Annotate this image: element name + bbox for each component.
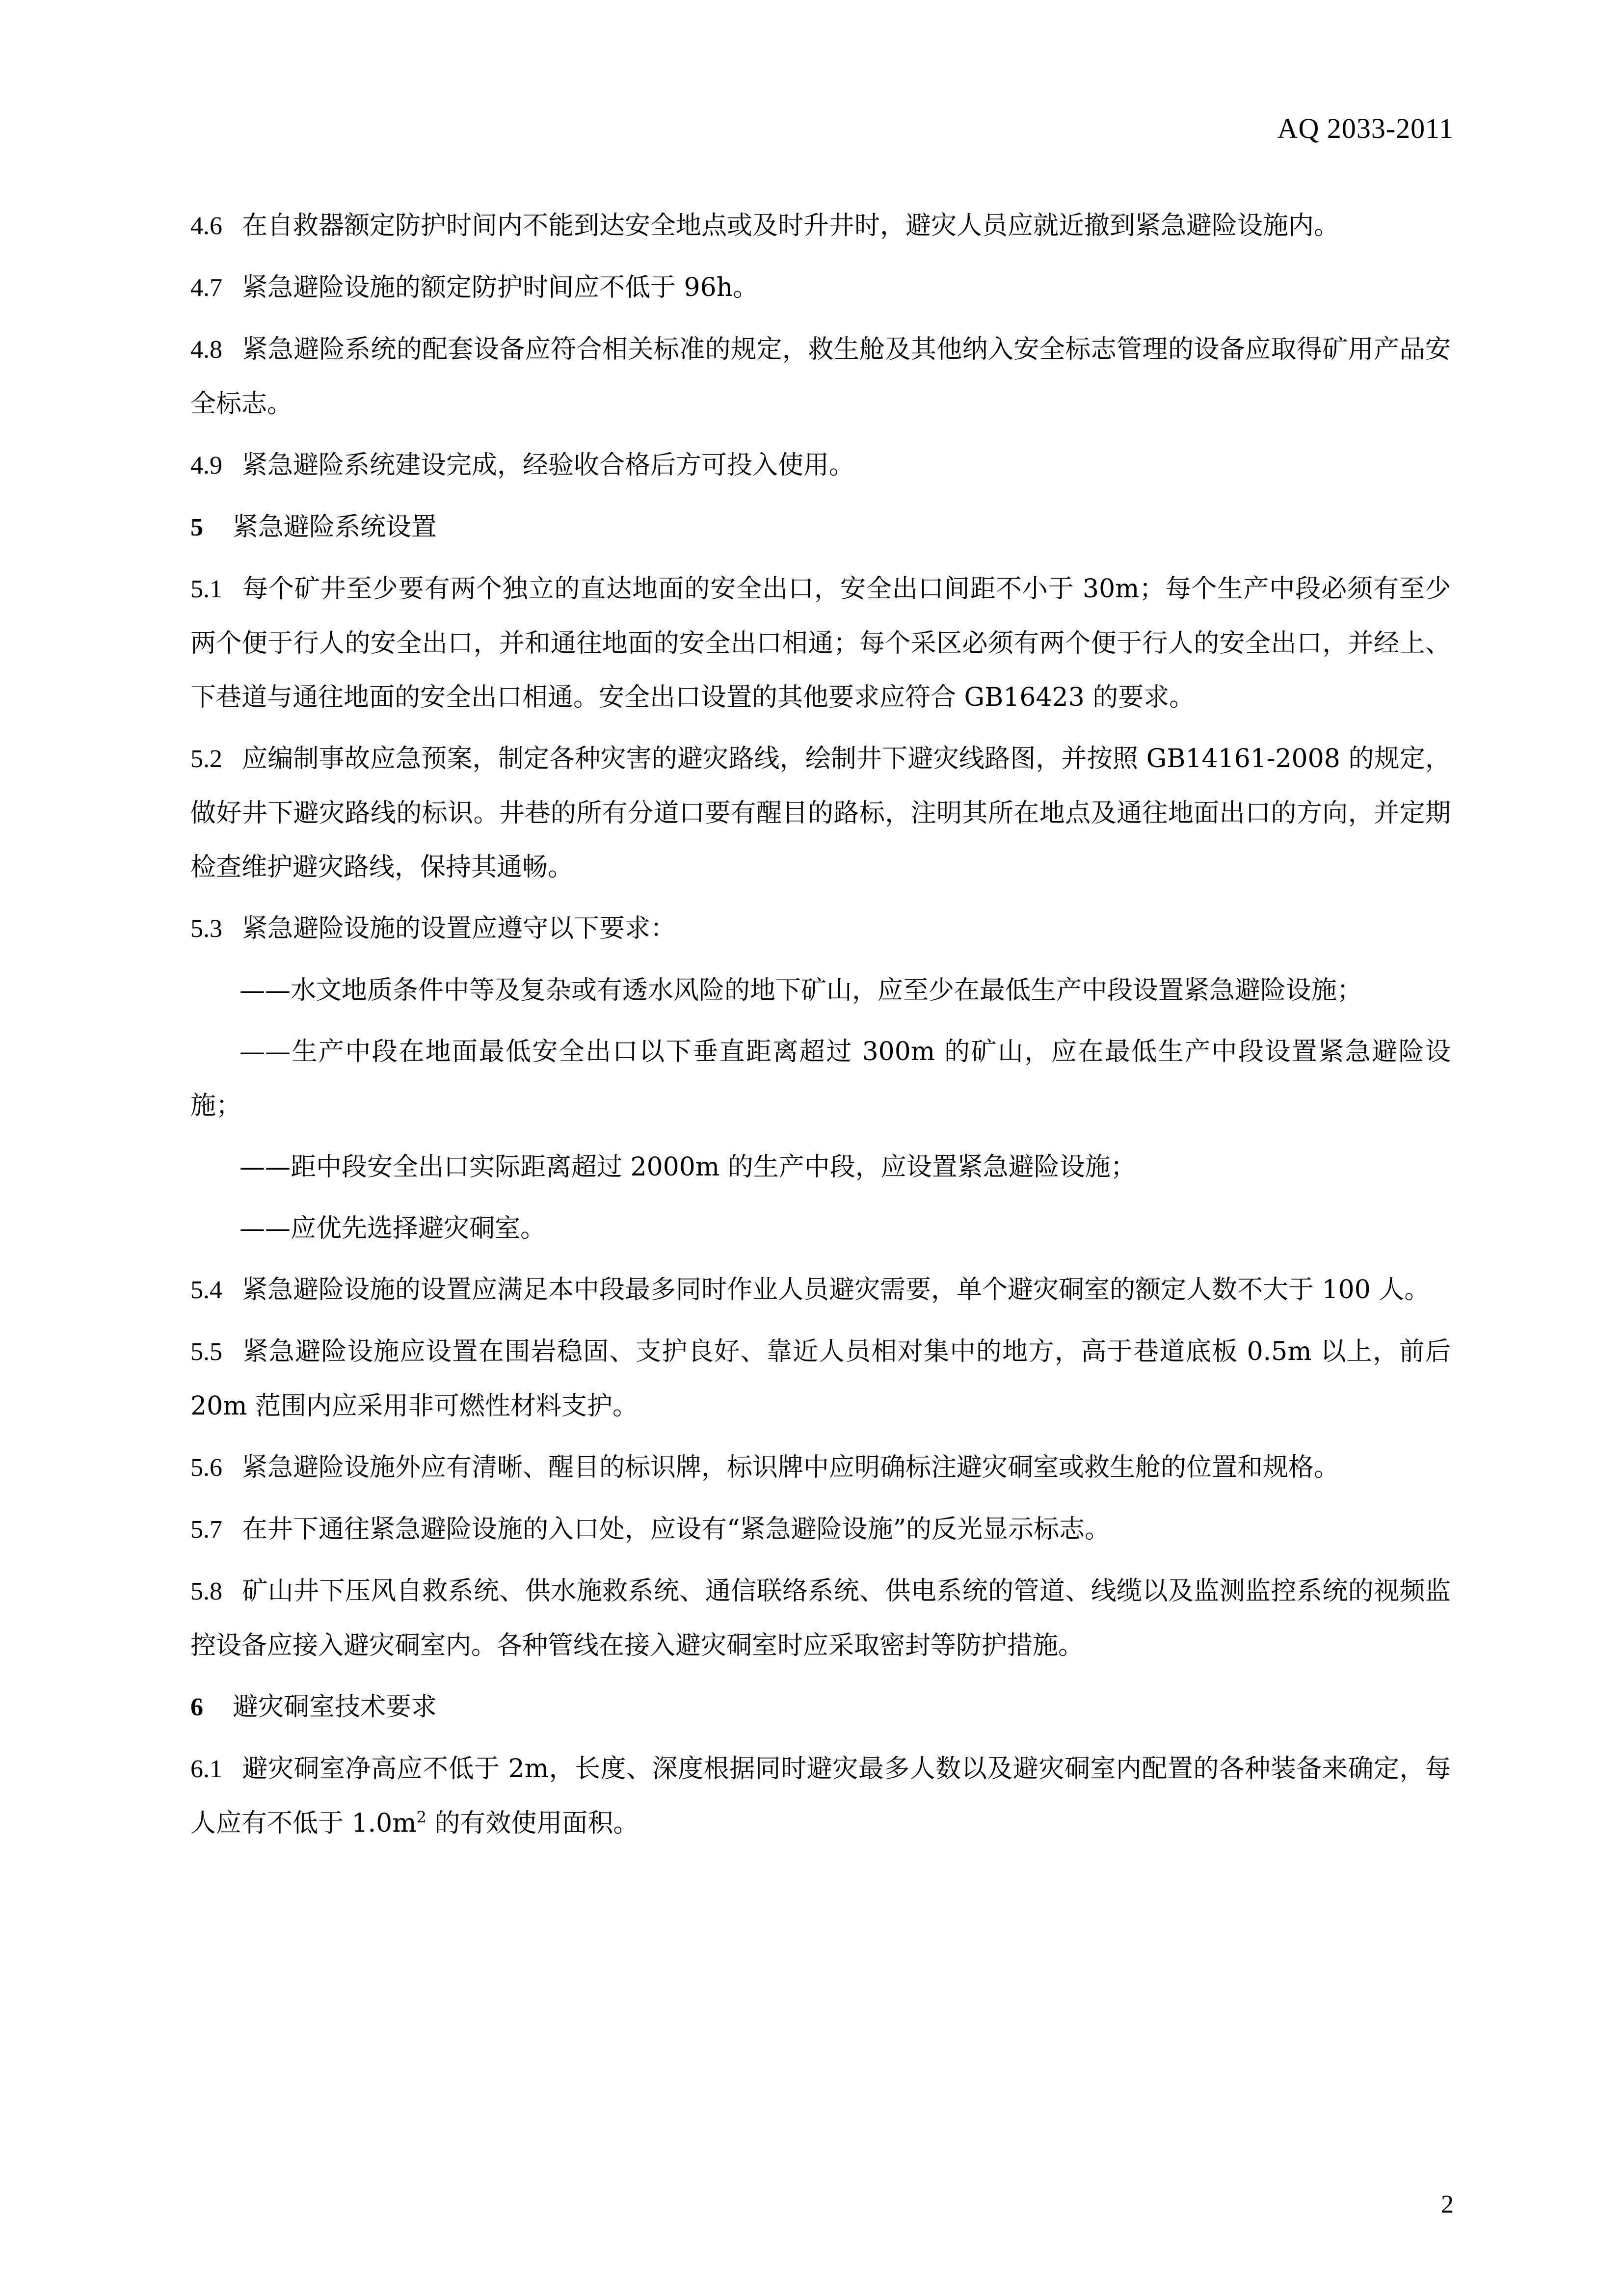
clause-paragraph — [190, 1742, 1451, 1850]
clause-paragraph — [190, 732, 1451, 894]
clause-number: 5.7 — [190, 1516, 222, 1544]
section-heading — [190, 500, 1451, 555]
section-title: 紧急避险系统设置 — [233, 512, 437, 542]
page-number: 2 — [1441, 2190, 1454, 2218]
standard-code: AQ 2033-2011 — [1277, 112, 1454, 144]
clause-number: 5.2 — [190, 745, 222, 773]
list-item-text: ——距中段安全出口实际距离超过 2000m 的生产中段，应设置紧急避险设施； — [239, 1152, 1136, 1182]
clause-number: 5.8 — [190, 1577, 222, 1605]
clause-number: 5.5 — [190, 1338, 222, 1366]
clause-text: 避灾硐室净高应不低于 2m，长度、深度根据同时避灾最多人数以及避灾硐室内配置的各种装备来确定，每人应有不低于 1.0m — [190, 1754, 1451, 1838]
clause-text: 紧急避险设施外应有清晰、醒目的标识牌，标识牌中应明确标注避灾硐室或救生舱的位置和规格。 — [242, 1453, 1340, 1482]
clause-text: 在井下通往紧急避险设施的入口处，应设有“紧急避险设施”的反光显示标志。 — [242, 1515, 1111, 1544]
clause-paragraph — [190, 1263, 1451, 1317]
list-item — [190, 1201, 1451, 1255]
list-item — [190, 1025, 1451, 1133]
clause-text: 在自救器额定防护时间内不能到达安全地点或及时升井时，避灾人员应就近撤到紧急避险设施内。 — [242, 211, 1340, 240]
clause-text: 紧急避险设施的设置应遵守以下要求： — [242, 914, 676, 943]
clause-paragraph — [190, 322, 1451, 431]
clause-number: 5.4 — [190, 1276, 222, 1304]
clause-number: 5.3 — [190, 915, 222, 943]
clause-text: 紧急避险设施的额定防护时间应不低于 96h。 — [242, 273, 759, 302]
clause-text: 紧急避险设施应设置在围岩稳固、支护良好、靠近人员相对集中的地方，高于巷道底板 0.5m 以上，前后 20m 范围内应采用非可燃性材料支护。 — [190, 1337, 1451, 1421]
clause-text-tail: 的有效使用面积。 — [426, 1809, 639, 1838]
clause-number: 4.6 — [190, 212, 222, 240]
clause-paragraph — [190, 1325, 1451, 1433]
clause-number: 6.1 — [190, 1755, 222, 1783]
clause-paragraph — [190, 438, 1451, 493]
document-body — [190, 199, 1451, 1858]
clause-paragraph — [190, 562, 1451, 724]
clause-text: 紧急避险系统的配套设备应符合相关标准的规定，救生舱及其他纳入安全标志管理的设备应取得矿用产品安全标志。 — [190, 335, 1451, 419]
clause-paragraph — [190, 261, 1451, 315]
clause-number: 5.6 — [190, 1454, 222, 1482]
clause-text: 矿山井下压风自救系统、供水施救系统、通信联络系统、供电系统的管道、线缆以及监测监控系统的视频监控设备应接入避灾硐室内。各种管线在接入避灾硐室时应采取密封等防护措施。 — [190, 1576, 1451, 1660]
clause-number: 4.7 — [190, 274, 222, 302]
section-number: 5 — [190, 513, 203, 541]
list-item-text: ——生产中段在地面最低安全出口以下垂直距离超过 300m 的矿山，应在最低生产中段设置紧急避险设施； — [190, 1037, 1451, 1121]
list-item-text: ——水文地质条件中等及复杂或有透水风险的地下矿山，应至少在最低生产中段设置紧急避险设施； — [239, 976, 1363, 1005]
section-heading — [190, 1680, 1451, 1735]
superscript: 2 — [416, 1808, 426, 1827]
section-title: 避灾硐室技术要求 — [233, 1692, 437, 1722]
clause-text: 紧急避险设施的设置应满足本中段最多同时作业人员避灾需要，单个避灾硐室的额定人数不大于 100 人。 — [242, 1275, 1430, 1305]
clause-text: 应编制事故应急预案，制定各种灾害的避灾路线，绘制井下避灾线路图，并按照 GB14161-2008 的规定，做好井下避灾路线的标识。井巷的所有分道口要有醒目的路标，注明其所在地点及通往地面出口的方向，并定期检查维护避灾路线，保持其通畅。 — [190, 744, 1451, 882]
clause-paragraph — [190, 1441, 1451, 1495]
clause-paragraph — [190, 1564, 1451, 1673]
list-item-text: ——应优先选择避灾硐室。 — [239, 1214, 546, 1243]
section-number: 6 — [190, 1693, 203, 1721]
clause-text: 每个矿井至少要有两个独立的直达地面的安全出口，安全出口间距不小于 30m；每个生产中段必须有至少两个便于行人的安全出口，并和通往地面的安全出口相通；每个采区必须有两个便于行人的安全出口，并经上、下巷道与通往地面的安全出口相通。安全出口设置的其他要求应符合 GB16423 的要求。 — [190, 574, 1451, 712]
clause-paragraph — [190, 902, 1451, 956]
clause-number: 4.8 — [190, 336, 222, 364]
clause-paragraph — [190, 1502, 1451, 1557]
clause-number: 4.9 — [190, 452, 222, 480]
list-item — [190, 1140, 1451, 1194]
clause-paragraph — [190, 199, 1451, 253]
clause-text: 紧急避险系统建设完成，经验收合格后方可投入使用。 — [242, 451, 855, 480]
list-item — [190, 963, 1451, 1017]
clause-number: 5.1 — [190, 575, 222, 603]
